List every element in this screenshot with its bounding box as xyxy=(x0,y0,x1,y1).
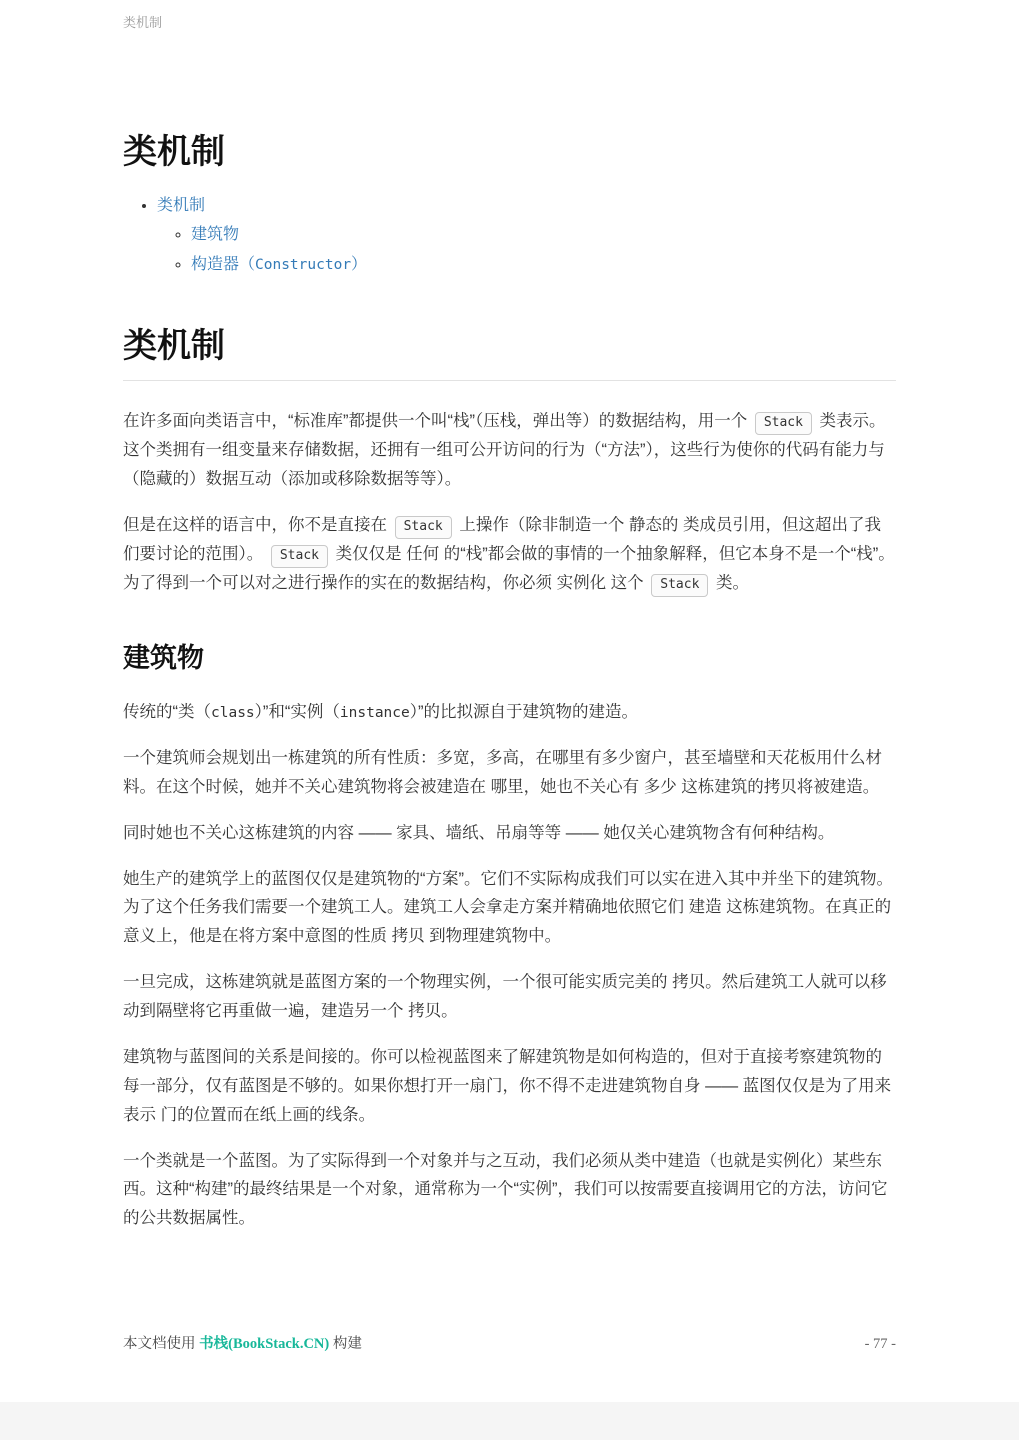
emphasis: 实例化 xyxy=(556,573,607,592)
footer-credit-prefix: 本文档使用 xyxy=(123,1336,200,1352)
toc-link-constructor[interactable] xyxy=(191,256,367,273)
emphasis: 哪里 xyxy=(490,777,524,796)
inline-mono: Constructor xyxy=(255,256,352,273)
toc-link-building[interactable] xyxy=(191,226,239,243)
text-run: 上操作（除非制造一个 xyxy=(454,516,629,534)
text-run: 在许多面向类语言中，“标准库”都提供一个叫“栈”（压栈，弹出等）的数据结构，用一个 xyxy=(123,412,752,431)
text-run: 一个建筑师会规划出一栋建筑的所有性质：多宽，多高，在哪里有多少窗户，甚至墙壁和天花板用什么材料。在这个时候，她并不关心建筑物将会被建造在 xyxy=(123,748,882,796)
page-number: - 77 - xyxy=(864,1336,896,1352)
emphasis: 拷贝 xyxy=(672,973,706,992)
inline-code: Stack xyxy=(755,412,812,435)
text-run: 建筑物与蓝图间的关系是间接的。你可以检视蓝图来了解建筑物是如何构造的，但对于直接考察建筑物的每一部分，仅有蓝图是不够的。如果你想打开一扇门，你不得不走进建筑物自身 —— 蓝图仅仅是为了用来 xyxy=(123,1047,892,1095)
inline-mono: class xyxy=(211,705,255,722)
text-run: ，她也不关心有 xyxy=(523,777,644,796)
text-run: 传统的“类（ xyxy=(123,703,211,722)
text-run: 。 xyxy=(441,1002,458,1021)
inline-code: Stack xyxy=(395,516,452,539)
text-run: 到物理建筑物中。 xyxy=(424,927,562,946)
text-run: ）”的比拟源自于建筑物的建造。 xyxy=(409,703,638,722)
emphasis: 建造 xyxy=(688,898,722,917)
text-run: 类表示。这个类拥有一组变量来存储数据，还拥有一组可公开访问的行为（“方法”），这些行为使你的代码有能力与（隐藏的）数据互动（添加或移除数据等等）。 xyxy=(123,412,886,489)
text-run: ）”和“实例（ xyxy=(254,703,340,722)
paragraph xyxy=(123,1043,896,1130)
text-run: 这个 xyxy=(606,573,649,592)
text-run: 同时她也不关心这栋建筑的内容 —— 家具、墙纸、吊扇等等 —— 她仅关心建筑物含有何种结构。 xyxy=(123,823,835,842)
text-run: 。然后建筑工人就可以移动到隔壁将它再重做一遍，建造另一个 xyxy=(123,973,887,1021)
text-run: 建筑物 xyxy=(191,226,240,244)
emphasis: 任何 xyxy=(406,544,440,563)
paragraph xyxy=(123,744,896,802)
paragraph xyxy=(123,511,896,598)
page-title: 类机制 xyxy=(123,133,225,171)
text-run: 她生产的建筑学上的蓝图仅仅是建筑物的“方案”。它们不实际构成我们可以实在进入其中并坐下的建筑物。为了这个任务我们需要一个建筑工人。建筑工人会拿走方案并精确地依照它们 xyxy=(123,869,893,917)
text-run: 但是在这样的语言中，你不是直接在 xyxy=(123,516,392,534)
text-run: 这栋建筑物。在真正的意义上，他是在将方案中意图的性质 xyxy=(123,898,892,946)
emphasis: 拷贝 xyxy=(391,927,425,946)
toc-item-class-mechanism xyxy=(157,191,896,280)
text-run: 门的位置而在纸上画的线条。 xyxy=(156,1105,376,1124)
text-run: ） xyxy=(351,255,368,273)
text-run: 类成员引用，但这超出了我们要讨论的范围）。 xyxy=(123,516,881,563)
running-header: 类机制 xyxy=(123,15,163,30)
footer-credit-suffix: 构建 xyxy=(329,1336,362,1352)
text-run: 一旦完成，这栋建筑就是蓝图方案的一个物理实例，一个很可能实质完美的 xyxy=(123,973,673,992)
inline-code: Stack xyxy=(271,545,328,568)
text-run: 的“栈”都会做的事情的一个抽象解释，但它本身不是一个“栈”。为了得到一个可以对之进行操作的实在的数据结构，你必须 xyxy=(123,544,895,592)
paragraph xyxy=(123,819,896,848)
paragraph xyxy=(123,865,896,952)
section-heading-building: 建筑物 xyxy=(123,642,204,673)
toc-sublist xyxy=(157,220,896,279)
emphasis: 多少 xyxy=(643,777,677,796)
paragraph xyxy=(123,407,896,494)
toc-item-building xyxy=(191,220,896,250)
inline-code: Stack xyxy=(651,574,708,597)
inline-mono: instance xyxy=(339,705,410,722)
toc-item-constructor xyxy=(191,250,896,280)
text-run: 类仅仅是 xyxy=(330,544,407,563)
footer-credit xyxy=(123,1332,362,1353)
emphasis: 表示 xyxy=(123,1105,156,1124)
paragraph xyxy=(123,1147,896,1234)
emphasis: 拷贝 xyxy=(408,1002,442,1021)
section-heading-class-mechanism: 类机制 xyxy=(123,326,896,382)
paragraph xyxy=(123,698,896,727)
text-run: 类。 xyxy=(711,573,749,592)
text-run: 类机制 xyxy=(157,196,206,214)
emphasis: 静态的 xyxy=(628,516,679,534)
page-footer xyxy=(123,1332,896,1353)
toc-link-class-mechanism[interactable] xyxy=(157,197,205,214)
text-run: 一个类就是一个蓝图。为了实际得到一个对象并与之互动，我们必须从类中建造（也就是实例化）某些东西。这种“构建”的最终结果是一个对象，通常称为一个“实例”，我们可以按需要直接调用它的方法，访问它的公共数据属性。 xyxy=(123,1151,888,1228)
text-run: 构造器（ xyxy=(191,255,256,273)
paragraph xyxy=(123,968,896,1026)
bookstack-brand-link[interactable]: 书栈(BookStack.CN) xyxy=(199,1336,330,1352)
toc-list xyxy=(123,191,896,280)
text-run: 这栋建筑的拷贝将被建造。 xyxy=(676,777,880,796)
